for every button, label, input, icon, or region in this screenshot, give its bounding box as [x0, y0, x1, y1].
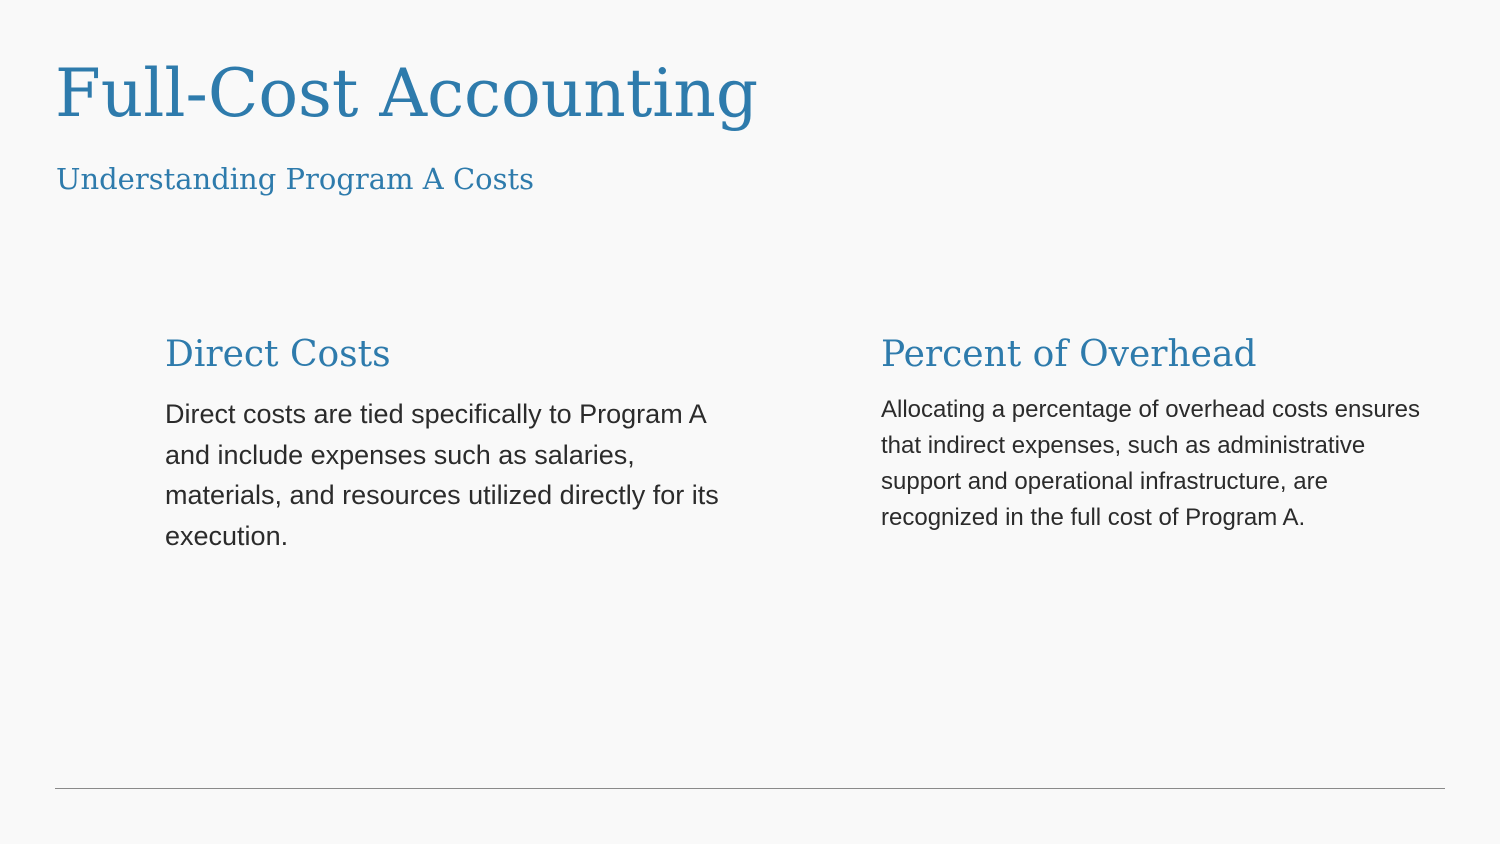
footer-divider — [55, 788, 1445, 789]
direct-costs-section — [165, 333, 740, 556]
overhead-body: Allocating a percentage of overhead costs ensures that indirect expenses, such as administrative support and operational infrastructure, are recognized in the full cost of Program A. — [881, 396, 1421, 531]
overhead-section — [881, 333, 1441, 535]
direct-costs-heading: Direct Costs — [165, 334, 391, 375]
direct-costs-body: Direct costs are tied specifically to Program A and include expenses such as salaries, materials, and resources utilized directly for its execution. — [165, 399, 719, 551]
slide-subtitle: Understanding Program A Costs — [56, 162, 535, 196]
slide-title: Full-Cost Accounting — [55, 55, 759, 132]
overhead-heading: Percent of Overhead — [881, 334, 1257, 375]
